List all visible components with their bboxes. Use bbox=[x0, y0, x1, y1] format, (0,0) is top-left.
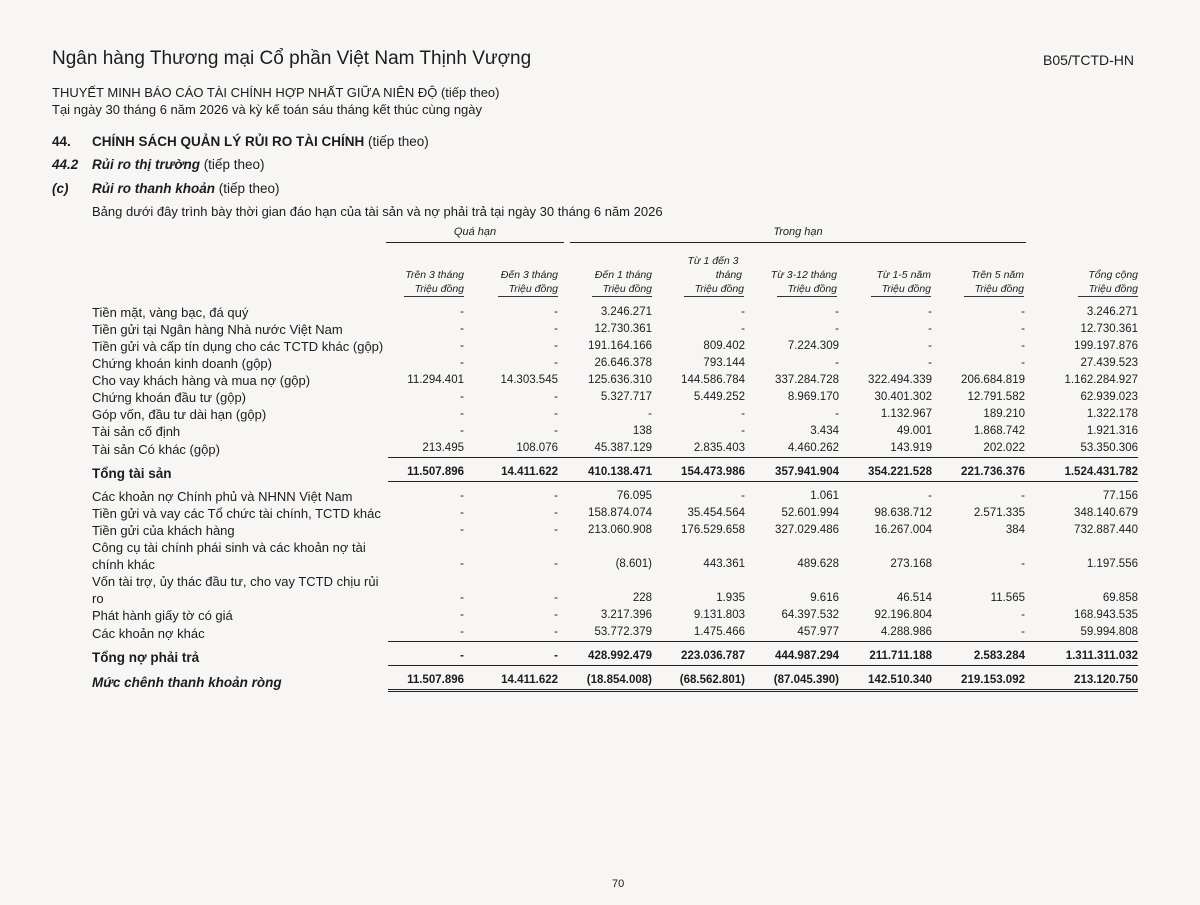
cell-value: 12.730.361 bbox=[594, 323, 652, 335]
cell-value: 7.224.309 bbox=[787, 340, 839, 352]
cell-value: - bbox=[928, 306, 932, 318]
cell-value: - bbox=[554, 323, 558, 335]
table-row bbox=[92, 672, 1138, 691]
cell-value: - bbox=[460, 592, 464, 604]
row-label: Tổng tài sản bbox=[92, 465, 172, 481]
section-c-heading bbox=[52, 181, 280, 196]
section-44-2-heading bbox=[52, 157, 264, 172]
group-rule-current bbox=[570, 242, 1026, 243]
cell-value: 143.919 bbox=[839, 440, 932, 458]
row-label: Góp vốn, đầu tư dài hạn (gộp) bbox=[92, 407, 267, 422]
cell-value: - bbox=[741, 425, 745, 437]
cell-value: 45.387.129 bbox=[558, 440, 652, 458]
cell-value: 2.583.284 bbox=[932, 648, 1025, 666]
cell-value: 1.524.431.782 bbox=[1025, 464, 1138, 482]
cell-value: 12.791.582 bbox=[967, 391, 1025, 403]
cell-value: 30.401.302 bbox=[874, 391, 932, 403]
cell-value: - bbox=[460, 558, 464, 570]
cell-value: - bbox=[554, 558, 558, 570]
cell-value: 176.529.658 bbox=[681, 524, 745, 536]
table-row bbox=[92, 406, 1138, 423]
cell-value: - bbox=[464, 648, 558, 666]
column-header: Đến 1 tháng Triệu đồng bbox=[570, 254, 652, 297]
cell-value: 1.311.311.032 bbox=[1025, 648, 1138, 666]
table-row bbox=[92, 372, 1138, 389]
cell-value: - bbox=[460, 609, 464, 621]
cell-value: 410.138.471 bbox=[558, 464, 652, 482]
cell-value: 11.294.401 bbox=[407, 374, 464, 386]
table-row bbox=[92, 304, 1138, 321]
cell-value: 3.217.396 bbox=[600, 609, 652, 621]
cell-value: 12.730.361 bbox=[1080, 323, 1138, 335]
cell-value: 2.835.403 bbox=[652, 440, 745, 458]
table-row bbox=[92, 321, 1138, 338]
cell-value: 327.029.486 bbox=[775, 524, 839, 536]
row-label: Các khoản nợ Chính phủ và NHNN Việt Nam bbox=[92, 489, 353, 504]
cell-value: 1.475.466 bbox=[652, 624, 745, 642]
cell-value: - bbox=[835, 306, 839, 318]
cell-value: 49.001 bbox=[896, 425, 932, 437]
section-number: (c) bbox=[52, 181, 69, 196]
cell-value: 16.267.004 bbox=[874, 524, 932, 536]
row-label: Tài sản Có khác (gộp) bbox=[92, 441, 220, 457]
cell-value: 1.322.178 bbox=[1086, 408, 1138, 420]
cell-value: 228 bbox=[632, 592, 652, 604]
section-title: Rủi ro thanh khoản bbox=[92, 181, 215, 196]
cell-value: 14.411.622 bbox=[464, 464, 558, 482]
section-suffix: (tiếp theo) bbox=[364, 134, 429, 149]
cell-value: 62.939.023 bbox=[1080, 391, 1138, 403]
cell-value: 348.140.679 bbox=[1074, 507, 1138, 519]
cell-value: 3.246.271 bbox=[600, 306, 652, 318]
cell-value: 4.460.262 bbox=[745, 440, 839, 458]
cell-value: - bbox=[1021, 340, 1025, 352]
cell-value: 3.434 bbox=[810, 425, 839, 437]
cell-value: - bbox=[464, 624, 558, 642]
cell-value: 98.638.712 bbox=[874, 507, 932, 519]
cell-value: 223.036.787 bbox=[652, 648, 745, 666]
column-header: Từ 1-5 năm Triệu đồng bbox=[848, 254, 931, 297]
table-row bbox=[92, 355, 1138, 372]
cell-value: 14.411.622 bbox=[464, 672, 558, 691]
row-label: Tiền gửi và cấp tín dụng cho các TCTD khác (gộp) bbox=[92, 339, 384, 354]
cell-value: - bbox=[1021, 490, 1025, 502]
cell-value: 92.196.804 bbox=[874, 609, 932, 621]
cell-value: - bbox=[928, 357, 932, 369]
cell-value: 11.507.896 bbox=[388, 672, 464, 691]
cell-value: - bbox=[1021, 558, 1025, 570]
document-code: B05/TCTD-HN bbox=[1043, 52, 1135, 68]
cell-value: - bbox=[932, 624, 1025, 642]
row-label: Các khoản nợ khác bbox=[92, 625, 205, 641]
row-label: Cho vay khách hàng và mua nợ (gộp) bbox=[92, 373, 311, 388]
group-header-overdue: Quá hạn bbox=[453, 226, 497, 238]
cell-value: 8.969.170 bbox=[787, 391, 839, 403]
cell-value: 354.221.528 bbox=[839, 464, 932, 482]
cell-value: 213.120.750 bbox=[1025, 672, 1138, 691]
cell-value: 489.628 bbox=[797, 558, 839, 570]
cell-value: - bbox=[460, 391, 464, 403]
cell-value: - bbox=[1021, 609, 1025, 621]
table-row bbox=[92, 539, 1138, 573]
cell-value: - bbox=[460, 340, 464, 352]
cell-value: - bbox=[835, 323, 839, 335]
cell-value: 357.941.904 bbox=[745, 464, 839, 482]
group-rule-overdue bbox=[386, 242, 564, 243]
row-label: Tiền gửi của khách hàng bbox=[92, 523, 235, 538]
group-header-current: Trong hạn bbox=[773, 226, 823, 238]
column-header: Trên 3 tháng Triệu đồng bbox=[405, 269, 464, 295]
row-label: Tổng nợ phải trả bbox=[92, 649, 200, 665]
section-suffix: (tiếp theo) bbox=[199, 157, 265, 172]
statement-title: THUYẾT MINH BÁO CÁO TÀI CHÍNH HỢP NHẤT GIỮA NIÊN ĐỘ (tiếp theo) bbox=[52, 85, 500, 100]
cell-value: 168.943.535 bbox=[1074, 609, 1138, 621]
cell-value: - bbox=[554, 306, 558, 318]
row-label: Vốn tài trợ, ủy thác đầu tư, cho vay TCTD chịu rủi ro bbox=[92, 574, 379, 606]
cell-value: - bbox=[741, 408, 745, 420]
cell-value: 457.977 bbox=[745, 624, 839, 642]
cell-value: - bbox=[1021, 357, 1025, 369]
cell-value: - bbox=[835, 408, 839, 420]
cell-value: - bbox=[648, 408, 652, 420]
cell-value: 14.303.545 bbox=[500, 374, 558, 386]
cell-value: 3.246.271 bbox=[1086, 306, 1138, 318]
row-label: Tiền gửi tại Ngân hàng Nhà nước Việt Nam bbox=[92, 322, 343, 337]
cell-value: 11.507.896 bbox=[388, 464, 464, 482]
cell-value: 59.994.808 bbox=[1025, 624, 1138, 642]
column-header: Trên 5 năm Triệu đồng bbox=[941, 254, 1024, 297]
cell-value: 1.868.742 bbox=[973, 425, 1025, 437]
cell-value: - bbox=[460, 524, 464, 536]
cell-value: 206.684.819 bbox=[961, 374, 1025, 386]
cell-value: 1.162.284.927 bbox=[1064, 374, 1138, 386]
section-title: Rủi ro thị trường bbox=[92, 157, 200, 172]
cell-value: 1.197.556 bbox=[1086, 558, 1138, 570]
cell-value: - bbox=[460, 507, 464, 519]
cell-value: - bbox=[928, 323, 932, 335]
page-number: 70 bbox=[612, 878, 625, 890]
section-title: CHÍNH SÁCH QUẢN LÝ RỦI RO TÀI CHÍNH bbox=[92, 134, 365, 149]
cell-value: 108.076 bbox=[464, 440, 558, 458]
cell-value: 46.514 bbox=[896, 592, 932, 604]
cell-value: - bbox=[554, 609, 558, 621]
cell-value: 213.060.908 bbox=[588, 524, 652, 536]
cell-value: 158.874.074 bbox=[588, 507, 652, 519]
cell-value: (87.045.390) bbox=[745, 672, 839, 691]
section-number: 44. bbox=[52, 134, 71, 149]
section-suffix: (tiếp theo) bbox=[215, 181, 280, 196]
cell-value: 444.987.294 bbox=[745, 648, 839, 666]
cell-value: 337.284.728 bbox=[775, 374, 839, 386]
cell-value: - bbox=[460, 323, 464, 335]
table-row bbox=[92, 338, 1138, 355]
table-row bbox=[92, 607, 1138, 624]
statement-date: Tại ngày 30 tháng 6 năm 2026 và kỳ kế toán sáu tháng kết thúc cùng ngày bbox=[52, 102, 483, 117]
cell-value: 53.772.379 bbox=[558, 624, 652, 642]
cell-value: 384 bbox=[1005, 524, 1025, 536]
cell-value: 1.132.967 bbox=[880, 408, 932, 420]
section-number: 44.2 bbox=[52, 157, 79, 172]
cell-value: 77.156 bbox=[1102, 490, 1138, 502]
cell-value: 64.397.532 bbox=[781, 609, 839, 621]
cell-value: - bbox=[1021, 306, 1025, 318]
cell-value: 26.646.378 bbox=[594, 357, 652, 369]
cell-value: 443.361 bbox=[703, 558, 745, 570]
table-row bbox=[92, 505, 1138, 522]
cell-value: 53.350.306 bbox=[1025, 440, 1138, 458]
cell-value: 5.449.252 bbox=[693, 391, 745, 403]
cell-value: 221.736.376 bbox=[932, 464, 1025, 482]
cell-value: 189.210 bbox=[983, 408, 1025, 420]
table-row bbox=[92, 624, 1138, 642]
column-header: Từ 3-12 tháng Triệu đồng bbox=[770, 269, 837, 295]
row-label: Tiền gửi và vay các Tổ chức tài chính, TCTD khác bbox=[92, 506, 381, 521]
cell-value: (68.562.801) bbox=[652, 672, 745, 691]
cell-value: 125.636.310 bbox=[588, 374, 652, 386]
cell-value: 1.061 bbox=[810, 490, 839, 502]
cell-value: 809.402 bbox=[703, 340, 745, 352]
cell-value: 52.601.994 bbox=[781, 507, 839, 519]
cell-value: 142.510.340 bbox=[839, 672, 932, 691]
table-row bbox=[92, 464, 1138, 482]
cell-value: 138 bbox=[632, 425, 652, 437]
cell-value: - bbox=[460, 306, 464, 318]
cell-value: 11.565 bbox=[990, 592, 1025, 604]
row-label: Mức chênh thanh khoản ròng bbox=[92, 674, 282, 690]
table-row bbox=[92, 488, 1138, 505]
cell-value: - bbox=[460, 490, 464, 502]
table-row bbox=[92, 522, 1138, 539]
cell-value: - bbox=[835, 357, 839, 369]
section-44-heading bbox=[52, 134, 429, 149]
row-label: Tiền mặt, vàng bạc, đá quý bbox=[92, 305, 249, 320]
cell-value: 27.439.523 bbox=[1080, 357, 1138, 369]
cell-value: 191.164.166 bbox=[588, 340, 652, 352]
cell-value: 219.153.092 bbox=[932, 672, 1025, 691]
cell-value: - bbox=[460, 408, 464, 420]
row-label: Phát hành giấy tờ có giá bbox=[92, 608, 233, 623]
row-label: Công cụ tài chính phái sinh và các khoản nợ tài chính khác bbox=[92, 540, 366, 572]
cell-value: - bbox=[554, 490, 558, 502]
cell-value: - bbox=[554, 425, 558, 437]
cell-value: 202.022 bbox=[932, 440, 1025, 458]
cell-value: 154.473.986 bbox=[652, 464, 745, 482]
cell-value: (18.854.008) bbox=[558, 672, 652, 691]
cell-value: - bbox=[741, 490, 745, 502]
row-label: Tài sản cố định bbox=[92, 424, 181, 439]
bank-name: Ngân hàng Thương mại Cổ phần Việt Nam Thịnh Vượng bbox=[52, 48, 532, 69]
cell-value: 1.921.316 bbox=[1086, 425, 1138, 437]
cell-value: - bbox=[554, 507, 558, 519]
cell-value: - bbox=[554, 391, 558, 403]
table-row bbox=[92, 573, 1138, 607]
column-header: Tổng cộng Triệu đồng bbox=[1034, 254, 1138, 297]
cell-value: 4.288.986 bbox=[839, 624, 932, 642]
table-row bbox=[92, 440, 1138, 458]
column-header: Từ 1 đến 3 tháng Triệu đồng bbox=[664, 254, 744, 297]
cell-value: - bbox=[554, 357, 558, 369]
cell-value: - bbox=[928, 340, 932, 352]
cell-value: - bbox=[388, 624, 464, 642]
cell-value: - bbox=[388, 648, 464, 666]
cell-value: 732.887.440 bbox=[1074, 524, 1138, 536]
cell-value: 322.494.339 bbox=[868, 374, 932, 386]
cell-value: 5.327.717 bbox=[600, 391, 652, 403]
cell-value: - bbox=[460, 357, 464, 369]
cell-value: - bbox=[1021, 323, 1025, 335]
cell-value: 9.616 bbox=[810, 592, 839, 604]
cell-value: - bbox=[554, 524, 558, 536]
cell-value: 2.571.335 bbox=[973, 507, 1025, 519]
table-row bbox=[92, 423, 1138, 440]
table-intro: Bảng dưới đây trình bày thời gian đáo hạn của tài sản và nợ phải trả tại ngày 30 tháng 6 năm 2026 bbox=[92, 204, 663, 219]
cell-value: 213.495 bbox=[388, 440, 464, 458]
cell-value: 35.454.564 bbox=[687, 507, 745, 519]
cell-value: 273.168 bbox=[890, 558, 932, 570]
cell-value: 9.131.803 bbox=[693, 609, 745, 621]
cell-value: - bbox=[554, 592, 558, 604]
cell-value: - bbox=[554, 408, 558, 420]
cell-value: - bbox=[554, 340, 558, 352]
liquidity-maturity-table bbox=[92, 304, 1138, 692]
cell-value: (8.601) bbox=[615, 558, 652, 570]
cell-value: 199.197.876 bbox=[1074, 340, 1138, 352]
cell-value: 211.711.188 bbox=[839, 648, 932, 666]
table-row bbox=[92, 648, 1138, 666]
column-header: Đến 3 tháng Triệu đồng bbox=[478, 254, 558, 297]
cell-value: - bbox=[741, 323, 745, 335]
cell-value: - bbox=[741, 306, 745, 318]
cell-value: 76.095 bbox=[616, 490, 652, 502]
cell-value: 144.586.784 bbox=[681, 374, 745, 386]
cell-value: 428.992.479 bbox=[558, 648, 652, 666]
row-label: Chứng khoán kinh doanh (gộp) bbox=[92, 356, 272, 371]
row-label: Chứng khoán đầu tư (gộp) bbox=[92, 390, 247, 405]
cell-value: 793.144 bbox=[703, 357, 745, 369]
cell-value: 1.935 bbox=[716, 592, 745, 604]
table-row bbox=[92, 389, 1138, 406]
cell-value: - bbox=[460, 425, 464, 437]
cell-value: - bbox=[928, 490, 932, 502]
cell-value: 69.858 bbox=[1102, 592, 1138, 604]
